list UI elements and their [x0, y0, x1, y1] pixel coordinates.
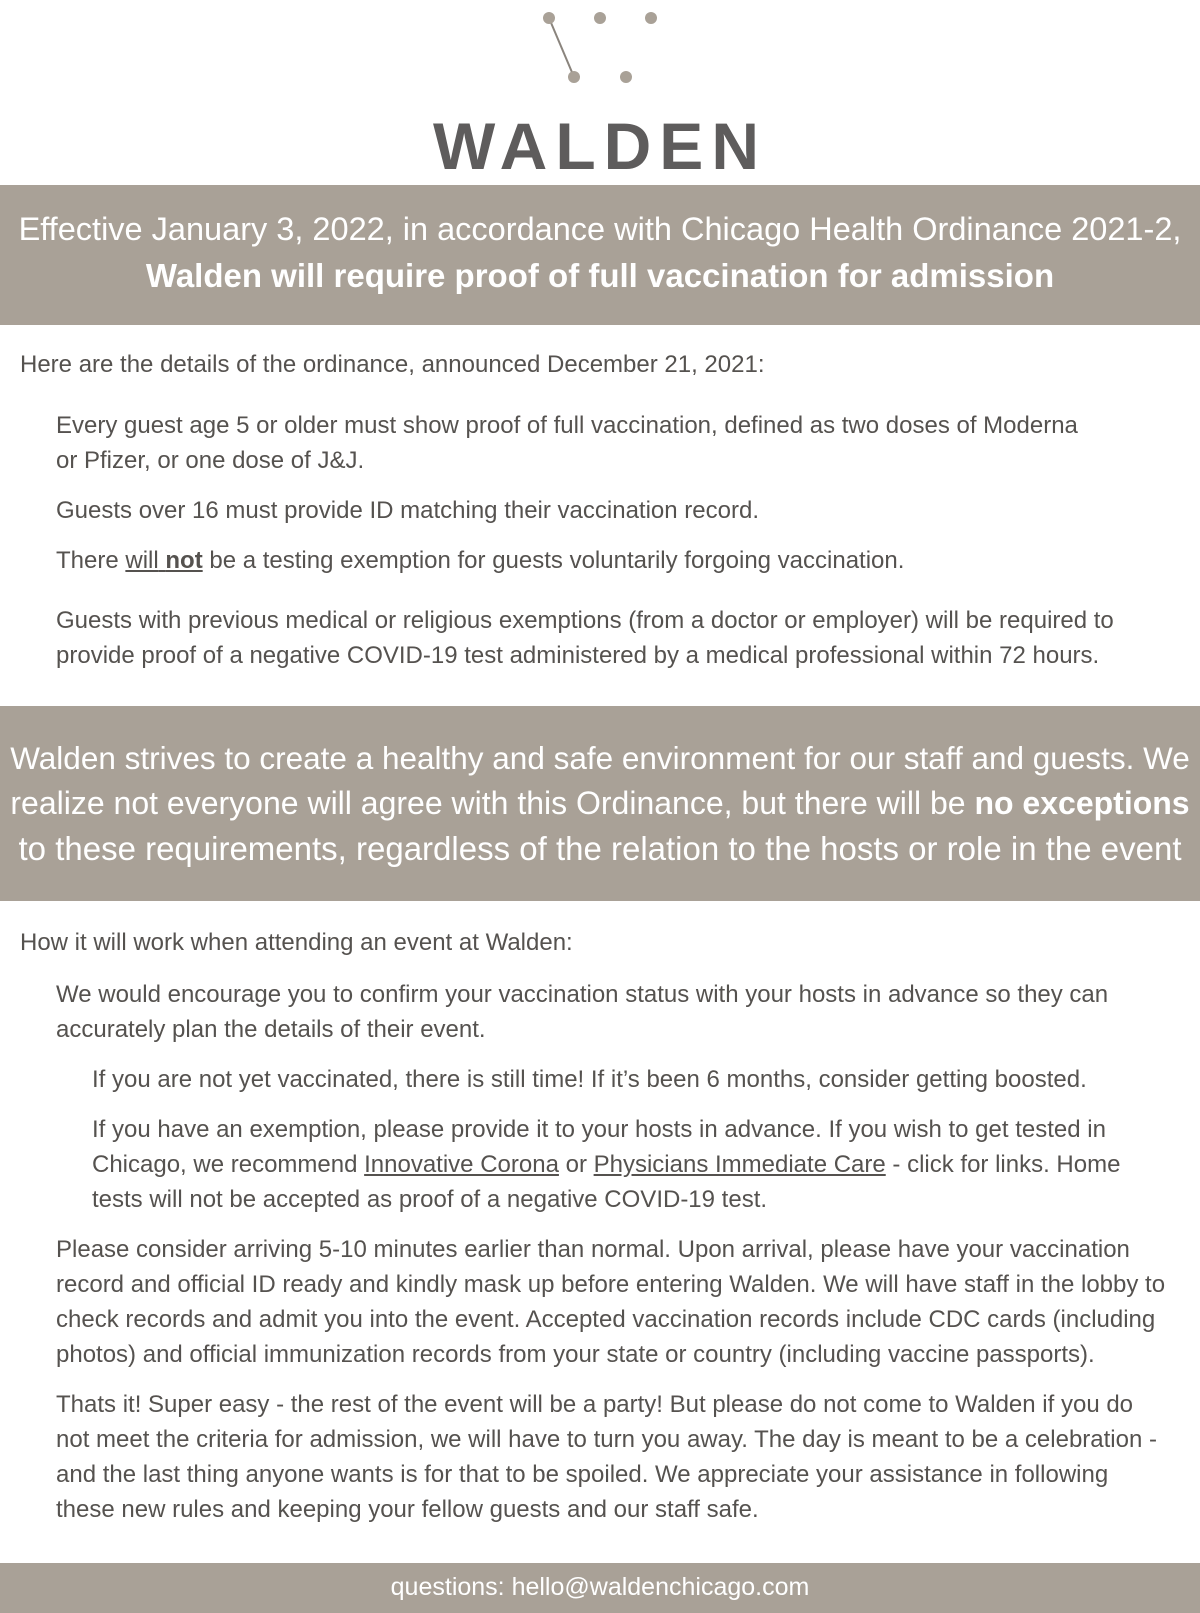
header-band — [0, 185, 1200, 325]
item-3-text-end: be a testing exemption for guests voluntarily forgoing vaccination. — [202, 547, 905, 574]
footer-band — [0, 1563, 1200, 1613]
ordinance-item-4-line-2: provide proof of a negative COVID-19 test administered by a medical professional within 72 hours. — [56, 642, 1100, 669]
howto-p5-line-4: these new rules and keeping your fellow guests and our staff safe. — [56, 1496, 759, 1523]
howto-intro: How it will work when attending an event at Walden: — [20, 929, 573, 956]
statement-line-3: to these requirements, regardless of the relation to the hosts or role in the event — [18, 830, 1182, 867]
contact-email[interactable]: questions: hello@waldenchicago.com — [390, 1573, 810, 1601]
howto-p3-line-3: tests will not be accepted as proof of a negative COVID-19 test. — [92, 1186, 768, 1213]
logo — [0, 0, 1200, 185]
ordinance-item-1-line-2: or Pfizer, or one dose of J&J. — [56, 447, 365, 474]
item-3-will: will not — [125, 547, 203, 574]
howto-p5-line-3: and the last thing anyone wants is for that to be spoiled. We appreciate your assistance in following — [56, 1461, 1109, 1488]
no-exceptions: no exceptions — [974, 785, 1190, 821]
howto-p1-line-1: We would encourage you to confirm your vaccination status with your hosts in advance so they can — [56, 981, 1109, 1008]
ordinance-item-4-line-1: Guests with previous medical or religious exemptions (from a doctor or employer) will be required to — [56, 607, 1114, 634]
physicians-immediate-care-link[interactable]: Physicians Immediate Care — [593, 1151, 886, 1178]
howto-p3-line-2: Chicago, we recommend Innovative Corona or Physicians Immediate Care - click for links. Home — [92, 1151, 1121, 1178]
header-line-1: Effective January 3, 2022, in accordance with Chicago Health Ordinance 2021-2, — [18, 211, 1182, 247]
howto-p4-line-1: Please consider arriving 5-10 minutes earlier than normal. Upon arrival, please have your vaccination — [56, 1236, 1130, 1263]
howto-p4-line-4: photos) and official immunization records from your state or country (including vaccine passports). — [56, 1341, 1095, 1368]
howto-p4-line-2: record and official ID ready and kindly mask up before entering Walden. We will have staff in the lobby to — [56, 1271, 1166, 1298]
ordinance-intro: Here are the details of the ordinance, announced December 21, 2021: — [20, 351, 765, 378]
howto-p2: If you are not yet vaccinated, there is still time! If it’s been 6 months, consider getting boosted. — [92, 1066, 1087, 1093]
ordinance-item-3 — [56, 543, 904, 578]
howto-p3-line-1: If you have an exemption, please provide it to your hosts in advance. If you wish to get tested in — [92, 1116, 1106, 1143]
howto-p5-line-2: not meet the criteria for admission, we will have to turn you away. The day is meant to be a celebration - — [56, 1426, 1157, 1453]
howto-p4-line-3: check records and admit you into the event. Accepted vaccination records include CDC cards (including — [56, 1306, 1156, 1333]
header-line-2: Walden will require proof of full vaccination for admission — [145, 257, 1055, 294]
statement-line-2: realize not everyone will agree with this Ordinance, but there will be no exceptions — [10, 785, 1190, 821]
ordinance-item-1-line-1: Every guest age 5 or older must show proof of full vaccination, defined as two doses of Moderna — [56, 412, 1078, 439]
item-3-text: There — [56, 547, 126, 574]
statement-band — [0, 706, 1200, 901]
statement-line-1: Walden strives to create a healthy and safe environment for our staff and guests. We — [10, 740, 1190, 776]
howto-p1-line-2: accurately plan the details of their event. — [56, 1016, 486, 1043]
ordinance-item-2: Guests over 16 must provide ID matching their vaccination record. — [56, 497, 759, 524]
howto-p5-line-1: Thats it! Super easy - the rest of the event will be a party! But please do not come to Walden if you do — [56, 1391, 1134, 1418]
constellation-icon — [530, 8, 670, 83]
logo-wordmark: WALDEN — [433, 109, 767, 183]
innovative-corona-link[interactable]: Innovative Corona — [364, 1151, 559, 1178]
